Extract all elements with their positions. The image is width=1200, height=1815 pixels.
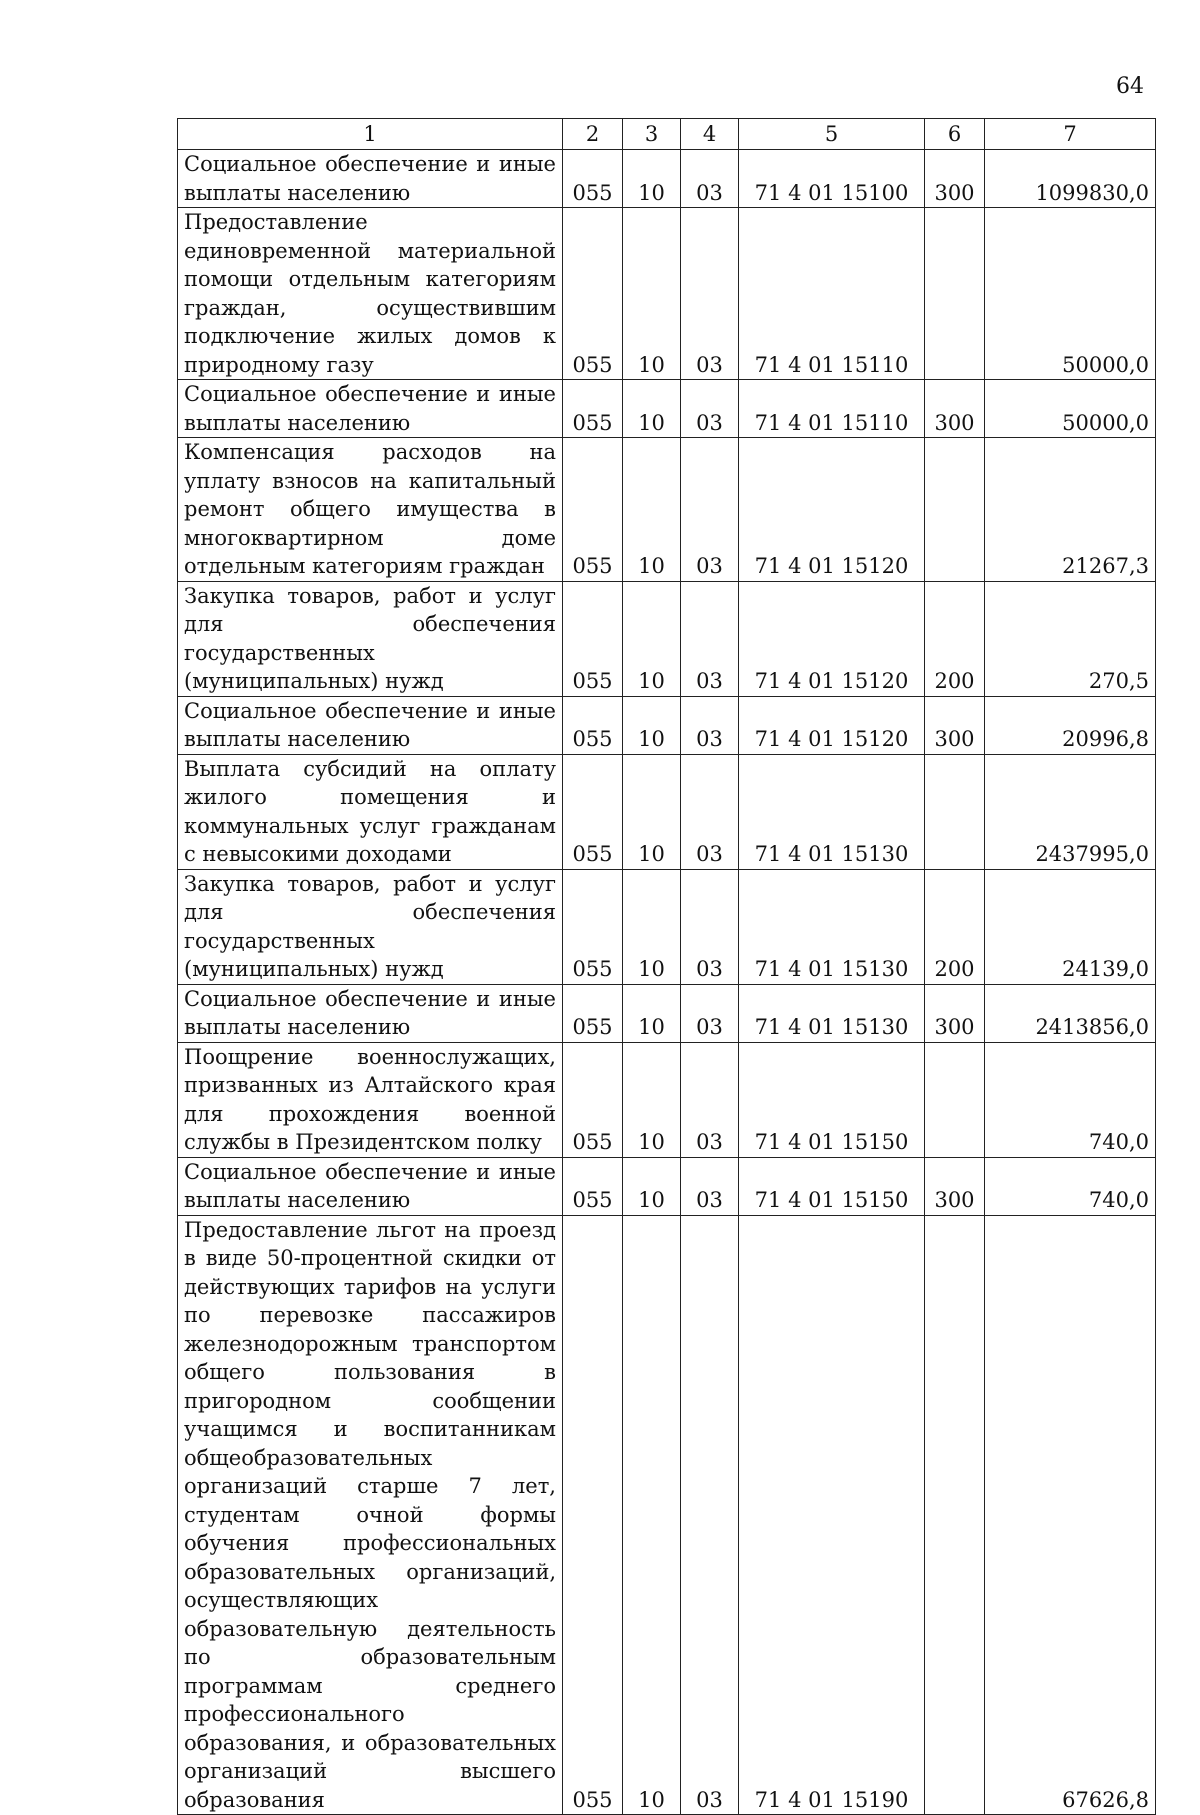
row-target-item-code: 71 4 01 15130: [739, 754, 925, 869]
row-ministry-code: 055: [563, 869, 623, 984]
row-subsection-code: 03: [681, 208, 739, 380]
table-row: [178, 1042, 1156, 1157]
row-amount: 740,0: [985, 1042, 1156, 1157]
column-header-2: 2: [563, 119, 623, 150]
row-name: Предоставление единовременной материальной помощи отдельным категориям граждан, осуществившим подключение жилых домов к природному газу: [178, 208, 563, 380]
row-amount: 21267,3: [985, 438, 1156, 582]
table-row: [178, 150, 1156, 208]
table-row: [178, 581, 1156, 696]
row-subsection-code: 03: [681, 984, 739, 1042]
column-header-5: 5: [739, 119, 925, 150]
row-name: Социальное обеспечение и иные выплаты населению: [178, 696, 563, 754]
row-ministry-code: 055: [563, 380, 623, 438]
row-subsection-code: 03: [681, 380, 739, 438]
row-expense-type-code: [925, 754, 985, 869]
row-target-item-code: 71 4 01 15110: [739, 208, 925, 380]
table-row: [178, 1215, 1156, 1815]
column-header-3: 3: [623, 119, 681, 150]
column-header-4: 4: [681, 119, 739, 150]
row-target-item-code: 71 4 01 15100: [739, 150, 925, 208]
row-target-item-code: 71 4 01 15190: [739, 1215, 925, 1815]
row-ministry-code: 055: [563, 581, 623, 696]
row-name: Выплата субсидий на оплату жилого помещения и коммунальных услуг гражданам с невысокими доходами: [178, 754, 563, 869]
table-row: [178, 208, 1156, 380]
row-expense-type-code: 300: [925, 150, 985, 208]
row-expense-type-code: 200: [925, 581, 985, 696]
row-subsection-code: 03: [681, 581, 739, 696]
row-section-code: 10: [623, 1157, 681, 1215]
row-section-code: 10: [623, 1042, 681, 1157]
row-subsection-code: 03: [681, 754, 739, 869]
row-amount: 50000,0: [985, 380, 1156, 438]
header-row: [178, 119, 1156, 150]
table-row: [178, 380, 1156, 438]
row-target-item-code: 71 4 01 15130: [739, 984, 925, 1042]
row-section-code: 10: [623, 754, 681, 869]
row-name: Социальное обеспечение и иные выплаты населению: [178, 984, 563, 1042]
table-row: [178, 696, 1156, 754]
row-section-code: 10: [623, 1215, 681, 1815]
row-subsection-code: 03: [681, 869, 739, 984]
row-ministry-code: 055: [563, 208, 623, 380]
row-expense-type-code: [925, 208, 985, 380]
row-ministry-code: 055: [563, 438, 623, 582]
row-target-item-code: 71 4 01 15150: [739, 1157, 925, 1215]
row-expense-type-code: 300: [925, 984, 985, 1042]
row-target-item-code: 71 4 01 15110: [739, 380, 925, 438]
row-section-code: 10: [623, 150, 681, 208]
row-amount: 20996,8: [985, 696, 1156, 754]
row-expense-type-code: 300: [925, 696, 985, 754]
row-expense-type-code: 300: [925, 380, 985, 438]
row-ministry-code: 055: [563, 754, 623, 869]
row-expense-type-code: 300: [925, 1157, 985, 1215]
column-header-6: 6: [925, 119, 985, 150]
row-name: Социальное обеспечение и иные выплаты населению: [178, 380, 563, 438]
table-row: [178, 984, 1156, 1042]
table-row: [178, 754, 1156, 869]
row-section-code: 10: [623, 696, 681, 754]
row-expense-type-code: [925, 1215, 985, 1815]
row-ministry-code: 055: [563, 150, 623, 208]
row-amount: 740,0: [985, 1157, 1156, 1215]
table-row: [178, 438, 1156, 582]
row-section-code: 10: [623, 869, 681, 984]
row-target-item-code: 71 4 01 15120: [739, 438, 925, 582]
row-subsection-code: 03: [681, 1215, 739, 1815]
row-section-code: 10: [623, 438, 681, 582]
row-name: Социальное обеспечение и иные выплаты населению: [178, 150, 563, 208]
row-section-code: 10: [623, 984, 681, 1042]
row-target-item-code: 71 4 01 15120: [739, 581, 925, 696]
row-name: Закупка товаров, работ и услуг для обеспечения государственных (муниципальных) нужд: [178, 869, 563, 984]
row-amount: 1099830,0: [985, 150, 1156, 208]
row-target-item-code: 71 4 01 15130: [739, 869, 925, 984]
budget-table: [177, 118, 1156, 1815]
row-ministry-code: 055: [563, 1157, 623, 1215]
row-expense-type-code: [925, 1042, 985, 1157]
row-ministry-code: 055: [563, 1215, 623, 1815]
row-amount: 50000,0: [985, 208, 1156, 380]
column-header-7: 7: [985, 119, 1156, 150]
row-amount: 24139,0: [985, 869, 1156, 984]
row-amount: 67626,8: [985, 1215, 1156, 1815]
row-section-code: 10: [623, 380, 681, 438]
row-ministry-code: 055: [563, 984, 623, 1042]
row-section-code: 10: [623, 581, 681, 696]
table-row: [178, 869, 1156, 984]
row-section-code: 10: [623, 208, 681, 380]
row-subsection-code: 03: [681, 438, 739, 582]
row-target-item-code: 71 4 01 15120: [739, 696, 925, 754]
row-name: Социальное обеспечение и иные выплаты населению: [178, 1157, 563, 1215]
row-name: Закупка товаров, работ и услуг для обеспечения государственных (муниципальных) нужд: [178, 581, 563, 696]
row-ministry-code: 055: [563, 696, 623, 754]
row-expense-type-code: [925, 438, 985, 582]
column-header-1: 1: [178, 119, 563, 150]
row-amount: 2413856,0: [985, 984, 1156, 1042]
row-target-item-code: 71 4 01 15150: [739, 1042, 925, 1157]
row-name: Компенсация расходов на уплату взносов на капитальный ремонт общего имущества в многоквартирном доме отдельным категориям граждан: [178, 438, 563, 582]
table-row: [178, 1157, 1156, 1215]
row-subsection-code: 03: [681, 1157, 739, 1215]
row-name: Поощрение военнослужащих, призванных из Алтайского края для прохождения военной службы в Президентском полку: [178, 1042, 563, 1157]
row-amount: 2437995,0: [985, 754, 1156, 869]
row-amount: 270,5: [985, 581, 1156, 696]
row-expense-type-code: 200: [925, 869, 985, 984]
page-number: 64: [1116, 74, 1144, 99]
row-subsection-code: 03: [681, 150, 739, 208]
row-name: Предоставление льгот на проезд в виде 50-процентной скидки от действующих тарифов на услуги по перевозке пассажиров железнодорожным транспортом общего пользования в пригородном сообщении учащимся и воспитанникам общеобразовательных организаций старше 7 лет, студентам очной формы обучения профессиональных образовательных организаций, осуществляющих образовательную деятельность по образовательным программам среднего профессионального образования, и образовательных организаций высшего образования: [178, 1215, 563, 1815]
row-subsection-code: 03: [681, 1042, 739, 1157]
row-subsection-code: 03: [681, 696, 739, 754]
row-ministry-code: 055: [563, 1042, 623, 1157]
